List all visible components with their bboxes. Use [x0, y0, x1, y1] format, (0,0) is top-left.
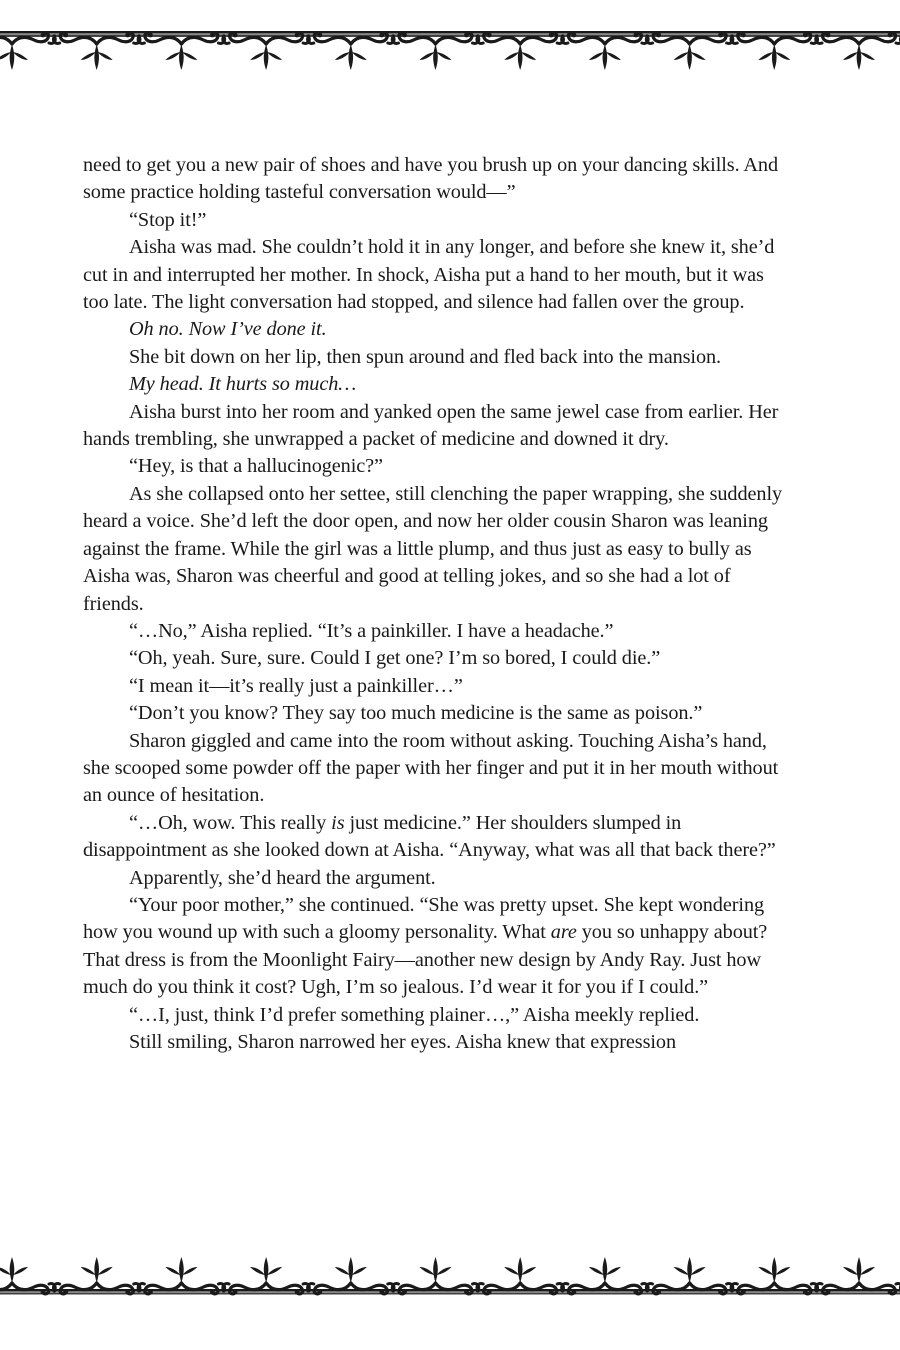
fleur-scroll-ornament-icon: [308, 1257, 394, 1294]
fleur-scroll-ornament-icon: [392, 1257, 478, 1294]
text-segment: Sharon giggled and came into the room without asking. Touching Aisha’s hand, she scooped some powder off the paper with her finger and put it in her mouth without an ounce of hesitation.: [83, 729, 779, 807]
fleur-scroll-ornament-icon: [223, 33, 309, 70]
paragraph: [83, 810, 783, 865]
paragraph: [83, 865, 783, 892]
text-segment: “I mean it—it’s really just a painkiller…”: [129, 674, 463, 697]
text-segment: Aisha burst into her room and yanked open the same jewel case from earlier. Her hands trembling, she unwrapped a packet of medicine and downed it dry.: [83, 400, 779, 451]
fleur-scroll-ornament-icon: [477, 33, 563, 70]
inner-thought-paragraph: [83, 371, 783, 398]
ornamental-border-top: [0, 22, 900, 82]
text-segment: “Your poor mother,” she continued. “She was pretty upset. She kept wondering how you wound up with such a gloomy personality. What: [83, 893, 765, 944]
paragraph: [83, 344, 783, 371]
paragraph: [83, 399, 783, 454]
paragraph: [83, 152, 783, 207]
paragraph: [83, 1029, 783, 1056]
text-segment: “…I, just, think I’d prefer something plainer…,” Aisha meekly replied.: [129, 1003, 700, 1026]
ornamental-border-bottom: [0, 1245, 900, 1305]
paragraph: [83, 481, 783, 618]
fleur-scroll-ornament-icon: [731, 33, 817, 70]
fleur-scroll-ornament-icon: [816, 1257, 900, 1294]
paragraph: [83, 892, 783, 1002]
fleur-scroll-ornament-icon: [477, 1257, 563, 1294]
italic-text: My head. It hurts so much…: [129, 373, 357, 396]
inner-thought-paragraph: [83, 316, 783, 343]
fleur-scroll-ornament-icon: [392, 33, 478, 70]
fleur-scroll-ornament-icon: [646, 1257, 732, 1294]
fleur-scroll-ornament-icon: [0, 1257, 55, 1294]
paragraph: [83, 618, 783, 645]
italic-text: is: [331, 811, 345, 834]
text-segment: “…Oh, wow. This really: [129, 811, 332, 834]
text-segment: “Oh, yeah. Sure, sure. Could I get one? I’m so bored, I could die.”: [129, 647, 661, 670]
fleur-scroll-ornament-icon: [0, 33, 55, 70]
text-segment: “…No,” Aisha replied. “It’s a painkiller. I have a headache.”: [129, 619, 614, 642]
fleur-scroll-ornament-icon: [54, 33, 140, 70]
fleur-scroll-ornament-icon: [54, 1257, 140, 1294]
fleur-scroll-ornament-icon: [731, 1257, 817, 1294]
paragraph: [83, 673, 783, 700]
fleur-scroll-ornament-icon: [562, 1257, 648, 1294]
ornament-repeat-bottom: [0, 1257, 900, 1294]
paragraph: [83, 645, 783, 672]
fleur-scroll-ornament-icon: [223, 1257, 309, 1294]
fleur-scroll-ornament-icon: [816, 33, 900, 70]
fleur-scroll-ornament-icon: [138, 33, 224, 70]
text-segment: “Stop it!”: [129, 208, 207, 231]
text-segment: need to get you a new pair of shoes and have you brush up on your dancing skills. And some practice holding tasteful conversation would—”: [83, 154, 779, 204]
fleur-scroll-ornament-icon: [308, 33, 394, 70]
text-segment: Still smiling, Sharon narrowed her eyes. Aisha knew that expression: [129, 1031, 676, 1053]
paragraph: [83, 234, 783, 316]
italic-text: Oh no. Now I’ve done it.: [129, 318, 327, 341]
paragraph: [83, 728, 783, 810]
fleur-scroll-ornament-icon: [562, 33, 648, 70]
text-segment: Apparently, she’d heard the argument.: [129, 866, 436, 889]
book-page-body: [83, 152, 783, 1056]
text-segment: She bit down on her lip, then spun around and fled back into the mansion.: [129, 345, 722, 368]
paragraph: [83, 1002, 783, 1029]
text-segment: “Don’t you know? They say too much medicine is the same as poison.”: [129, 702, 703, 725]
paragraph: [83, 207, 783, 234]
paragraph: [83, 700, 783, 727]
text-segment: “Hey, is that a hallucinogenic?”: [129, 455, 383, 478]
fleur-scroll-ornament-icon: [138, 1257, 224, 1294]
text-segment: As she collapsed onto her settee, still clenching the paper wrapping, she suddenly heard a voice. She’d left the door open, and now her older cousin Sharon was leaning against the frame. While the girl was a little plump, and thus just as easy to bully as Aisha was, Sharon was cheerful and good at telling jokes, and so she had a lot of friends.: [83, 482, 783, 615]
ornament-repeat-top: [0, 33, 900, 70]
italic-text: are: [550, 921, 577, 944]
text-segment: just medicine.” Her shoulders slumped in disappointment as she looked down at Aisha. “Anyway, what was all that back there?”: [83, 811, 776, 862]
text-segment: you so unhappy about? That dress is from the Moonlight Fairy—another new design by Andy Ray. Just how much do you think it cost? Ugh, I’m so jealous. I’d wear it for you if I could.”: [83, 921, 768, 999]
fleur-scroll-ornament-icon: [646, 33, 732, 70]
paragraph: [83, 453, 783, 480]
text-segment: Aisha was mad. She couldn’t hold it in any longer, and before she knew it, she’d cut in and interrupted her mother. In shock, Aisha put a hand to her mouth, but it was too late. The light conversation had stopped, and silence had fallen over the group.: [83, 236, 775, 314]
